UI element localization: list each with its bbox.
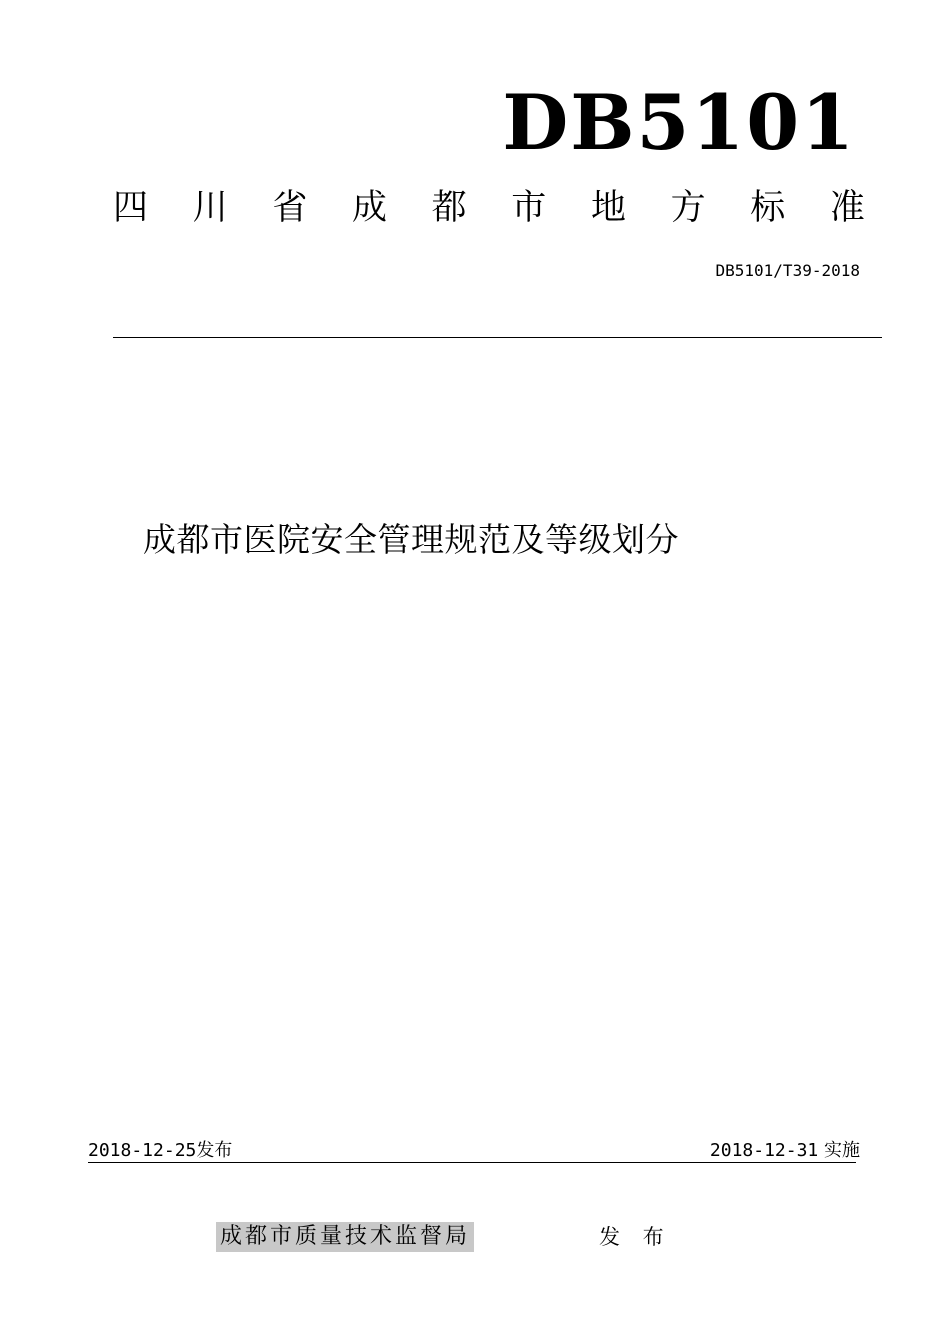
standard-number: DB5101/T39-2018 <box>715 261 860 280</box>
standard-type-char: 四 <box>113 188 149 228</box>
standard-type-char: 都 <box>431 188 467 228</box>
standard-type-char: 成 <box>351 188 387 228</box>
standard-code: DB5101 <box>502 78 856 167</box>
standard-type-char: 方 <box>670 188 706 228</box>
implement-date-line <box>710 1140 860 1162</box>
standard-type-heading <box>113 186 865 230</box>
footer-divider <box>88 1162 856 1163</box>
standard-type-char: 省 <box>272 188 308 228</box>
standard-type-char: 地 <box>590 188 626 228</box>
publish-date-line <box>88 1140 232 1162</box>
implement-date: 2018-12-31 <box>709 1140 819 1161</box>
standard-type-char: 标 <box>750 188 786 228</box>
publish-date: 2018-12-25 <box>88 1140 197 1161</box>
issuing-authority: 成都市质量技术监督局 <box>216 1222 474 1252</box>
implement-label: 实施 <box>824 1140 860 1161</box>
document-title: 成都市医院安全管理规范及等级划分 <box>143 520 679 559</box>
header-divider <box>113 337 882 338</box>
standard-type-char: 川 <box>192 188 228 228</box>
issue-action: 发 布 <box>599 1225 672 1249</box>
standard-type-char: 准 <box>829 188 865 228</box>
standard-type-char: 市 <box>511 188 547 228</box>
publish-label: 发布 <box>196 1140 233 1161</box>
